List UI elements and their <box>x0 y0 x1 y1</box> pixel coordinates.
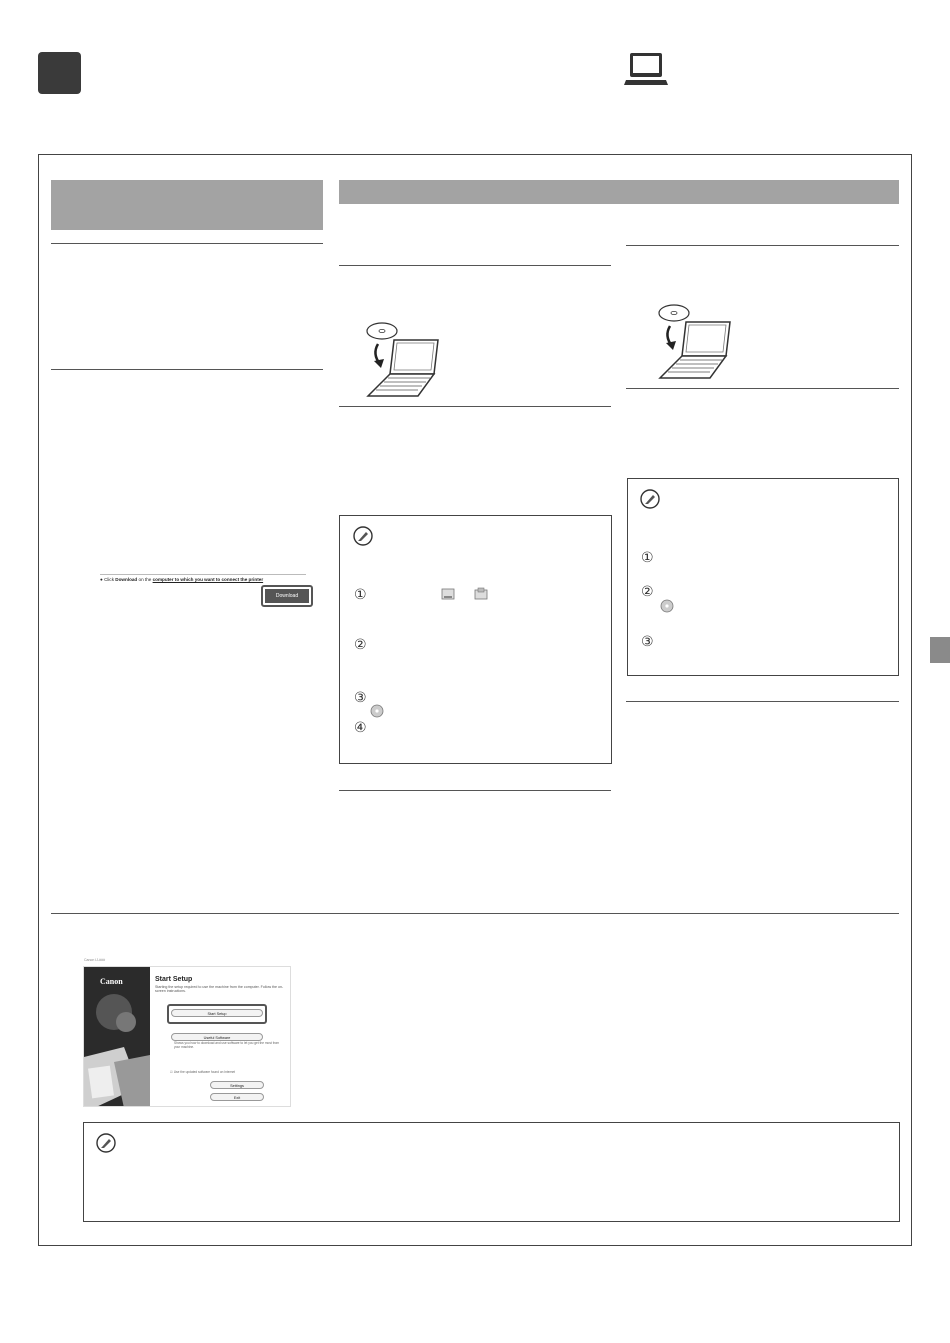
divider <box>626 245 899 246</box>
cd-insert-illustration <box>360 318 442 400</box>
cd-insert-illustration <box>652 300 734 382</box>
step-marker: ② <box>354 637 367 653</box>
canon-logo: Canon <box>100 977 123 986</box>
setup-screenshot <box>83 966 291 1107</box>
settings-button[interactable]: Settings <box>210 1081 264 1089</box>
useful-software-button[interactable]: Useful Software <box>171 1033 263 1041</box>
step-marker: ② <box>641 584 654 600</box>
divider <box>339 406 611 407</box>
exit-button[interactable]: Exit <box>210 1093 264 1101</box>
divider <box>339 790 611 791</box>
note-box <box>83 1122 900 1222</box>
note-box <box>627 478 899 676</box>
divider <box>339 265 611 266</box>
folder-icon <box>474 587 488 601</box>
divider <box>51 369 323 370</box>
step-marker: ① <box>354 587 367 603</box>
update-checkbox[interactable]: ☑ Use the updated software found on Internet <box>170 1070 236 1074</box>
drive-icon <box>441 587 455 601</box>
setup-photo-panel <box>84 967 150 1107</box>
step-marker: ④ <box>354 720 367 736</box>
useful-software-description: Shows you how to download and use software to let you get the most from your machine. <box>174 1041 280 1049</box>
download-button[interactable]: Download <box>265 589 309 603</box>
setup-description: Starting the setup required to use the machine from the computer. Follow the on-screen instructions. <box>155 985 284 994</box>
chapter-tab <box>930 637 950 663</box>
download-instruction: ● Click Download on the computer to which you want to connect the printer <box>100 577 264 582</box>
step-badge <box>38 52 81 94</box>
pencil-icon <box>353 526 373 546</box>
note-box <box>339 515 612 764</box>
download-panel-line <box>100 574 306 575</box>
divider <box>626 701 899 702</box>
setup-window-caption: Canon IJ-### <box>84 958 106 962</box>
start-setup-button[interactable]: Start Setup <box>171 1009 263 1017</box>
left-section-header <box>51 180 323 230</box>
cd-drive-icon <box>660 599 674 613</box>
divider <box>626 388 899 389</box>
divider <box>51 243 323 244</box>
step-marker: ③ <box>354 690 367 706</box>
right-section-header <box>339 180 899 204</box>
pencil-icon <box>640 489 660 509</box>
laptop-icon <box>624 50 668 88</box>
pencil-icon <box>96 1133 116 1153</box>
divider <box>51 913 899 914</box>
photo-collage <box>84 967 150 1107</box>
setup-title: Start Setup <box>155 976 193 983</box>
cd-drive-icon <box>370 704 384 718</box>
step-marker: ① <box>641 550 654 566</box>
step-marker: ③ <box>641 634 654 650</box>
